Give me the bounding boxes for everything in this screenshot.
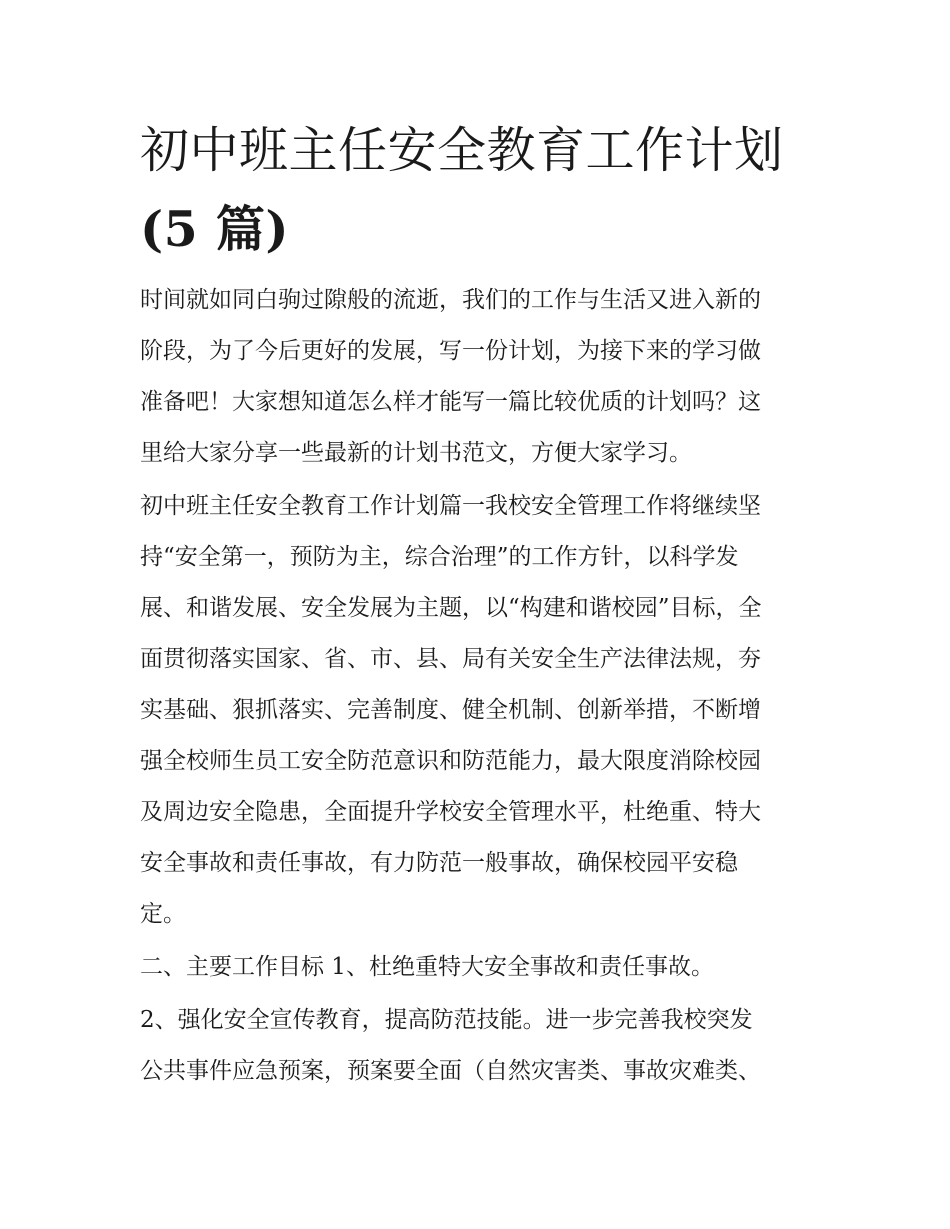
text-line: 时间就如同白驹过隙般的流逝，我们的工作与生活又进入新的 (140, 287, 761, 313)
text-line: 安全事故和责任事故，有力防范一般事故，确保校园平安稳 (140, 850, 738, 876)
document-title (140, 112, 820, 268)
title-line-2: (5 篇) (140, 200, 290, 258)
text-line: 阶段，为了今后更好的发展，写一份计划，为接下来的学习做 (140, 338, 761, 364)
text-line: 二、主要工作目标 1、杜绝重特大安全事故和责任事故。 (140, 954, 714, 980)
text-line: 及周边安全隐患，全面提升学校安全管理水平，杜绝重、特大 (140, 799, 761, 825)
text-line: 持“安全第一，预防为主，综合治理”的工作方针，以科学发 (140, 544, 739, 570)
title-line-1: 初中班主任安全教育工作计划 (140, 122, 784, 179)
text-line: 强全校师生员工安全防范意识和防范能力，最大限度消除校园 (140, 748, 761, 774)
text-line: 定。 (140, 901, 186, 927)
paragraph-education (140, 1000, 820, 1091)
text-line: 准备吧！大家想知道怎么样才能写一篇比较优质的计划吗？这 (140, 389, 761, 415)
paragraph-intro (140, 280, 820, 473)
paragraph-section-one (140, 486, 820, 934)
text-line: 实基础、狠抓落实、完善制度、健全机制、创新举措，不断增 (140, 697, 761, 723)
text-line: 面贯彻落实国家、省、市、县、局有关安全生产法律法规，夯 (140, 646, 761, 672)
paragraph-goals (140, 947, 820, 987)
text-line: 初中班主任安全教育工作计划篇一我校安全管理工作将继续坚 (140, 493, 761, 519)
document-body (140, 280, 820, 1091)
text-line: 公共事件应急预案，预案要全面（自然灾害类、事故灾难类、 (140, 1058, 761, 1084)
text-line: 2、强化安全宣传教育，提高防范技能。进一步完善我校突发 (140, 1007, 753, 1033)
text-line: 里给大家分享一些最新的计划书范文，方便大家学习。 (140, 440, 692, 466)
text-line: 展、和谐发展、安全发展为主题，以“构建和谐校园”目标，全 (140, 595, 762, 621)
